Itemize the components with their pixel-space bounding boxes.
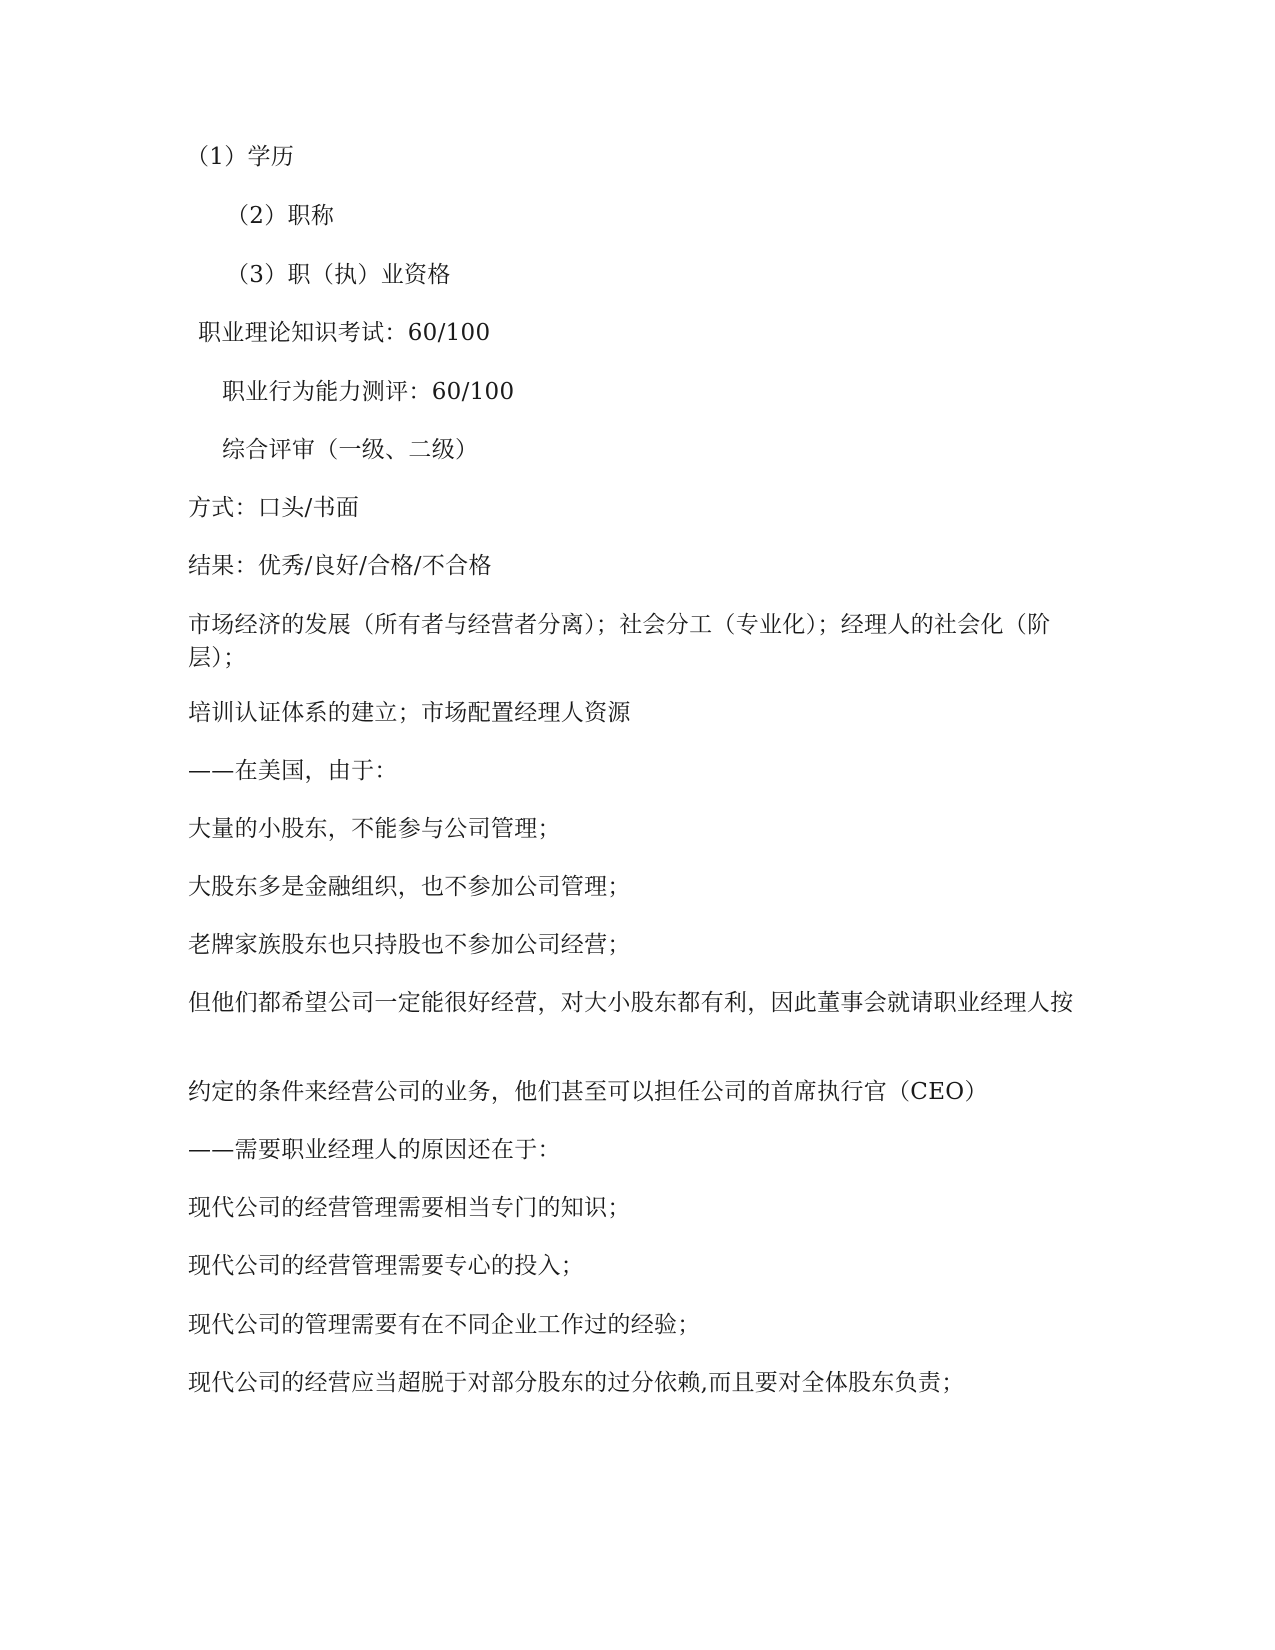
board-hires-manager-paragraph: 但他们都希望公司一定能很好经营，对大小股东都有利，因此董事会就请职业经理人按 [188,990,1074,1016]
theory-exam-score: 职业理论知识考试：60/100 [198,320,491,346]
item-title: （2）职称 [226,203,335,229]
small-shareholders-line: 大量的小股东，不能参与公司管理； [188,816,561,842]
review-method: 方式：口头/书面 [188,495,360,521]
behavior-assessment-score: 职业行为能力测评：60/100 [222,379,515,405]
ceo-paragraph: 约定的条件来经营公司的业务，他们甚至可以担任公司的首席执行官（CEO） [188,1079,988,1105]
market-economy-paragraph: 市场经济的发展（所有者与经营者分离）；社会分工（专业化）；经理人的社会化（阶层）； [188,612,1051,671]
large-shareholders-line: 大股东多是金融组织，也不参加公司管理； [188,874,631,900]
usa-heading: ——在美国，由于： [188,758,398,784]
reasons-heading: ——需要职业经理人的原因还在于： [188,1137,561,1163]
reason-cross-company-experience: 现代公司的管理需要有在不同企业工作过的经验； [188,1312,701,1338]
reason-specialized-knowledge: 现代公司的经营管理需要相当专门的知识； [188,1195,631,1221]
family-shareholders-line: 老牌家族股东也只持股也不参加公司经营； [188,932,631,958]
reason-dedicated-investment: 现代公司的经营管理需要专心的投入； [188,1253,585,1279]
review-result: 结果：优秀/良好/合格/不合格 [188,553,492,579]
reason-independence: 现代公司的经营应当超脱于对部分股东的过分依赖,而且要对全体股东负责； [188,1370,965,1396]
training-certification-paragraph: 培训认证体系的建立；市场配置经理人资源 [188,700,631,726]
comprehensive-review: 综合评审（一级、二级） [222,437,479,463]
item-education: （1）学历 [186,144,295,170]
item-qualification: （3）职（执）业资格 [226,262,451,288]
